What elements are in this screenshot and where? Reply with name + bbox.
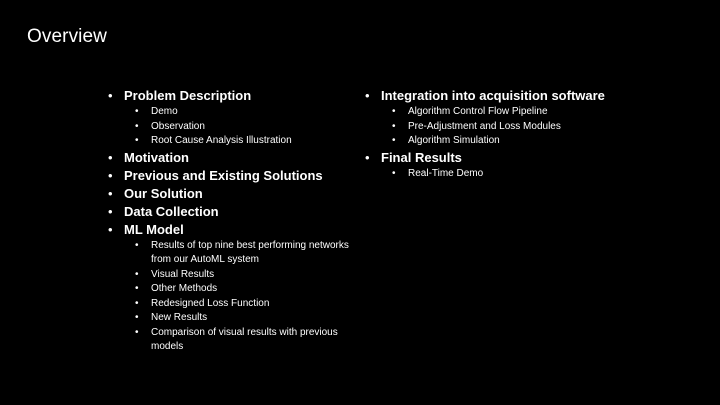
bullet-motivation (108, 149, 363, 167)
sub-bullet-pre-adjustment: • Pre-Adjustment and Loss Modules (381, 120, 665, 135)
sub-bullet-demo: • Demo (124, 105, 363, 120)
sub-bullet-list (124, 239, 363, 355)
slide-title: Overview (27, 26, 107, 47)
bullet-final-results (365, 149, 665, 182)
bullet-label: Motivation (124, 149, 189, 165)
sub-bullet-list (381, 105, 665, 149)
bullet-integration (365, 87, 665, 149)
sub-bullet-list (124, 105, 363, 149)
right-bullet-list (365, 87, 665, 181)
bullet-label: Integration into acquisition software (381, 88, 605, 103)
bullet-previous-solutions (108, 167, 363, 185)
bullet-data-collection (108, 203, 363, 221)
sub-bullet-top-nine-results: • Results of top nine best performing networks from our AutoML system (124, 239, 363, 268)
bullet-label: ML Model (124, 221, 184, 237)
bullet-problem-description (108, 87, 363, 149)
sub-bullet-observation: • Observation (124, 120, 363, 135)
bullet-label: Previous and Existing Solutions (124, 167, 323, 183)
sub-bullet-root-cause: • Root Cause Analysis Illustration (124, 134, 363, 149)
bullet-label: Problem Description (124, 88, 252, 103)
sub-bullet-control-flow: • Algorithm Control Flow Pipeline (381, 105, 665, 120)
bullet-label: Final Results (381, 149, 462, 165)
bullet-label: Our Solution (124, 185, 203, 201)
sub-bullet-comparison: • Comparison of visual results with previous models (124, 326, 363, 355)
bullet-ml-model (108, 221, 363, 355)
left-bullet-list (108, 87, 363, 355)
bullet-our-solution (108, 185, 363, 203)
sub-bullet-loss-function: • Redesigned Loss Function (124, 297, 363, 312)
sub-bullet-real-time-demo: • Real-Time Demo (381, 167, 665, 182)
sub-bullet-other-methods: • Other Methods (124, 282, 363, 297)
sub-bullet-list (381, 167, 665, 182)
sub-bullet-new-results: • New Results (124, 311, 363, 326)
sub-bullet-visual-results: • Visual Results (124, 268, 363, 283)
bullet-label: Data Collection (124, 203, 219, 219)
sub-bullet-algorithm-simulation: • Algorithm Simulation (381, 134, 665, 149)
